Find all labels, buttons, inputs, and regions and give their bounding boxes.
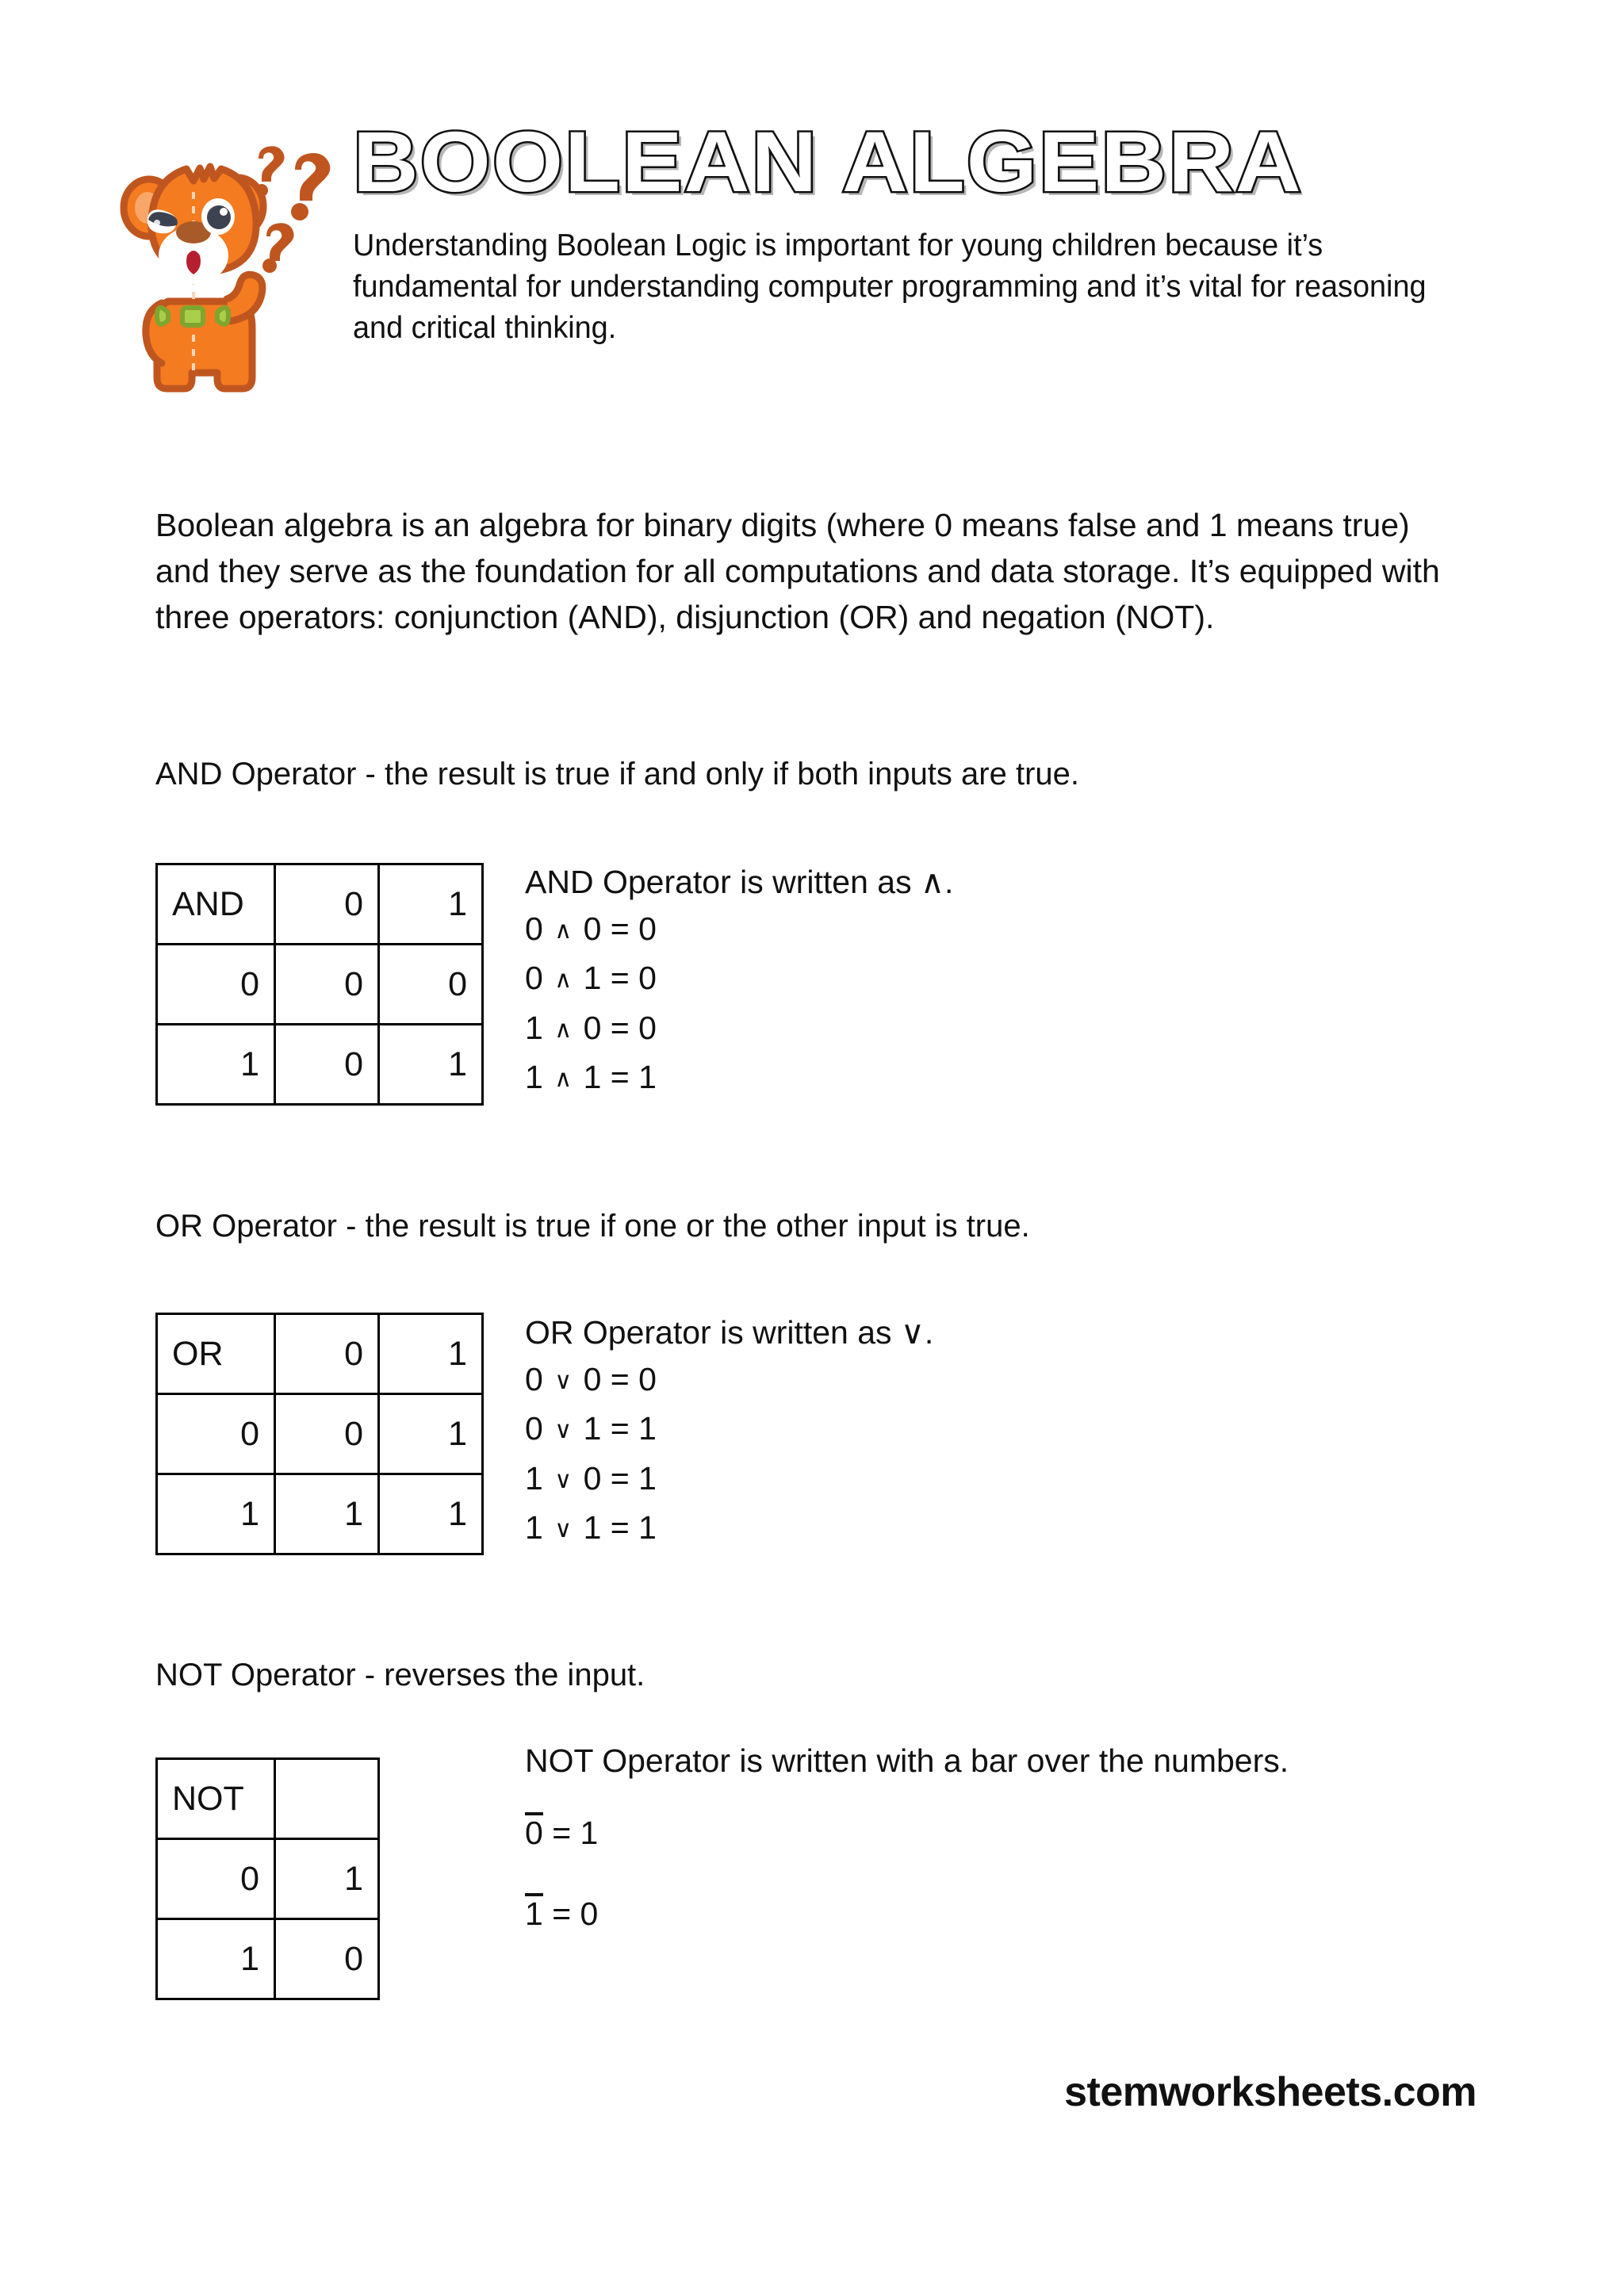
and-formula-title: AND Operator is written as ∧.: [525, 864, 954, 900]
operand-b: 1: [583, 960, 602, 997]
formula-result: 1: [638, 1459, 657, 1497]
operand-a: 1: [525, 1459, 543, 1497]
operand-b: 0: [583, 1361, 602, 1397]
not-table-cell: 0: [275, 1919, 379, 1999]
and-truth-table: [155, 863, 484, 1106]
and-table-cell: 0: [275, 945, 379, 1025]
intro-paragraph: Understanding Boolean Logic is important for young children because it’s fundamental for understanding computer programming and it’s vital for reasoning and critical thinking.: [353, 228, 1427, 345]
operand-b: 0: [583, 1459, 602, 1497]
footer-site-name: stemworksheets.com: [1064, 2069, 1477, 2115]
or-section-heading: OR Operator - the result is true if one or the other input is true.: [155, 1209, 1030, 1244]
not-formula-list: [525, 1742, 1289, 1975]
and-formula-line: 0 ∧ 1 = 0: [525, 960, 657, 997]
or-table-cell: 1: [379, 1394, 483, 1474]
or-table-cell: 1: [157, 1474, 275, 1554]
worksheet-header: [111, 113, 1538, 412]
or-table-cell: 0: [157, 1394, 275, 1474]
wedge-icon: ∧: [554, 1066, 573, 1093]
or-formula-line: 0 ∨ 1 = 1: [525, 1410, 657, 1447]
formula-result: 0: [638, 1361, 657, 1397]
formula-result: 0: [638, 960, 657, 997]
and-section-heading: AND Operator - the result is true if and only if both inputs are true.: [155, 757, 1079, 792]
operand-a: 0: [525, 960, 543, 997]
page-title: BOOLEAN ALGEBRA: [353, 113, 1303, 209]
wedge-icon: ∧: [554, 1016, 573, 1043]
not-truth-table: [155, 1757, 380, 2000]
not-table-cell: 0: [157, 1839, 275, 1919]
vee-icon: ∨: [554, 1516, 573, 1543]
bear-right-arm: [227, 274, 262, 321]
or-table-header-col2: 1: [379, 1314, 483, 1394]
table-row: [157, 1314, 483, 1394]
table-row: [157, 864, 483, 945]
formula-result: 1: [580, 1815, 599, 1851]
and-table-label: AND: [157, 864, 275, 945]
and-table-cell: 1: [379, 1025, 483, 1105]
and-table-cell: 1: [157, 1025, 275, 1105]
table-row: [157, 1394, 483, 1474]
not-formula-line: 0 = 1: [525, 1812, 1289, 1852]
formula-result: 0: [638, 1009, 657, 1046]
or-table-cell: 0: [275, 1394, 379, 1474]
operand-b: 1: [583, 1059, 602, 1096]
lead-paragraph: Boolean algebra is an algebra for binary digits (where 0 means false and 1 means true) and they serve as the foundation for all computations and data storage. It’s equipped with three operators: conjunction (AND), disjunction (OR) and negation (NOT).: [155, 507, 1440, 636]
or-table-cell: 1: [379, 1474, 483, 1554]
and-formula-line: 1 ∧ 0 = 0: [525, 1009, 657, 1046]
vee-icon: ∨: [554, 1368, 573, 1394]
operand-b: 1: [583, 1509, 602, 1547]
and-table-cell: 0: [275, 1025, 379, 1105]
or-truth-table: [155, 1313, 484, 1555]
and-formula-line: 0 ∧ 0 = 0: [525, 910, 657, 947]
and-table-cell: 0: [157, 945, 275, 1025]
operand-a: 0: [525, 1361, 543, 1397]
and-table-cell: 0: [379, 945, 483, 1025]
or-formula-line: 0 ∨ 0 = 0: [525, 1361, 657, 1397]
or-formula-title: OR Operator is written as ∨.: [525, 1314, 934, 1351]
and-table-header-col1: 0: [275, 864, 379, 945]
or-formula-line: 1 ∨ 1 = 1: [525, 1509, 657, 1547]
overbar-operand: 0: [525, 1812, 543, 1849]
table-row: [157, 1025, 483, 1105]
table-row: [157, 945, 483, 1025]
overbar-operand: 1: [525, 1893, 543, 1930]
operand-a: 1: [525, 1509, 543, 1547]
and-formula-line: 1 ∧ 1 = 1: [525, 1059, 657, 1096]
not-formula-line: 1 = 0: [525, 1893, 1289, 1933]
or-table-label: OR: [157, 1314, 275, 1394]
operand-a: 0: [525, 910, 543, 947]
title-block: [353, 113, 1526, 349]
table-row: [157, 1839, 379, 1919]
operand-a: 1: [525, 1059, 543, 1096]
operand-b: 1: [583, 1410, 602, 1447]
operand-b: 0: [583, 910, 602, 947]
bowtie-icon: [157, 308, 228, 325]
formula-result: 0: [638, 910, 657, 947]
operand-a: 0: [525, 1410, 543, 1447]
not-formula-title: NOT Operator is written with a bar over the numbers.: [525, 1742, 1289, 1779]
operand-b: 0: [583, 1009, 602, 1046]
formula-result: 1: [638, 1509, 657, 1547]
vee-icon: ∨: [554, 1417, 573, 1444]
not-table-label: NOT: [157, 1759, 275, 1839]
vee-icon: ∨: [554, 1466, 573, 1493]
table-row: [157, 1474, 483, 1554]
or-formula-list: [525, 1314, 934, 1558]
not-table-cell: 1: [157, 1919, 275, 1999]
formula-result: 0: [580, 1895, 599, 1933]
operand-a: 1: [525, 1009, 543, 1046]
wedge-icon: ∧: [554, 967, 573, 994]
table-row: [157, 1759, 379, 1839]
formula-result: 1: [638, 1410, 657, 1447]
formula-result: 1: [638, 1059, 657, 1096]
thinking-bear-mascot: [111, 135, 349, 404]
wedge-icon: ∧: [554, 918, 573, 944]
table-row: [157, 1919, 379, 1999]
or-table-header-col1: 0: [275, 1314, 379, 1394]
or-table-cell: 1: [275, 1474, 379, 1554]
or-formula-line: 1 ∨ 0 = 1: [525, 1459, 657, 1497]
not-section-heading: NOT Operator - reverses the input.: [155, 1658, 645, 1692]
not-table-cell: 1: [275, 1839, 379, 1919]
and-formula-list: [525, 866, 953, 1108]
and-table-header-col2: 1: [379, 864, 483, 945]
not-table-header-empty: [275, 1759, 379, 1839]
